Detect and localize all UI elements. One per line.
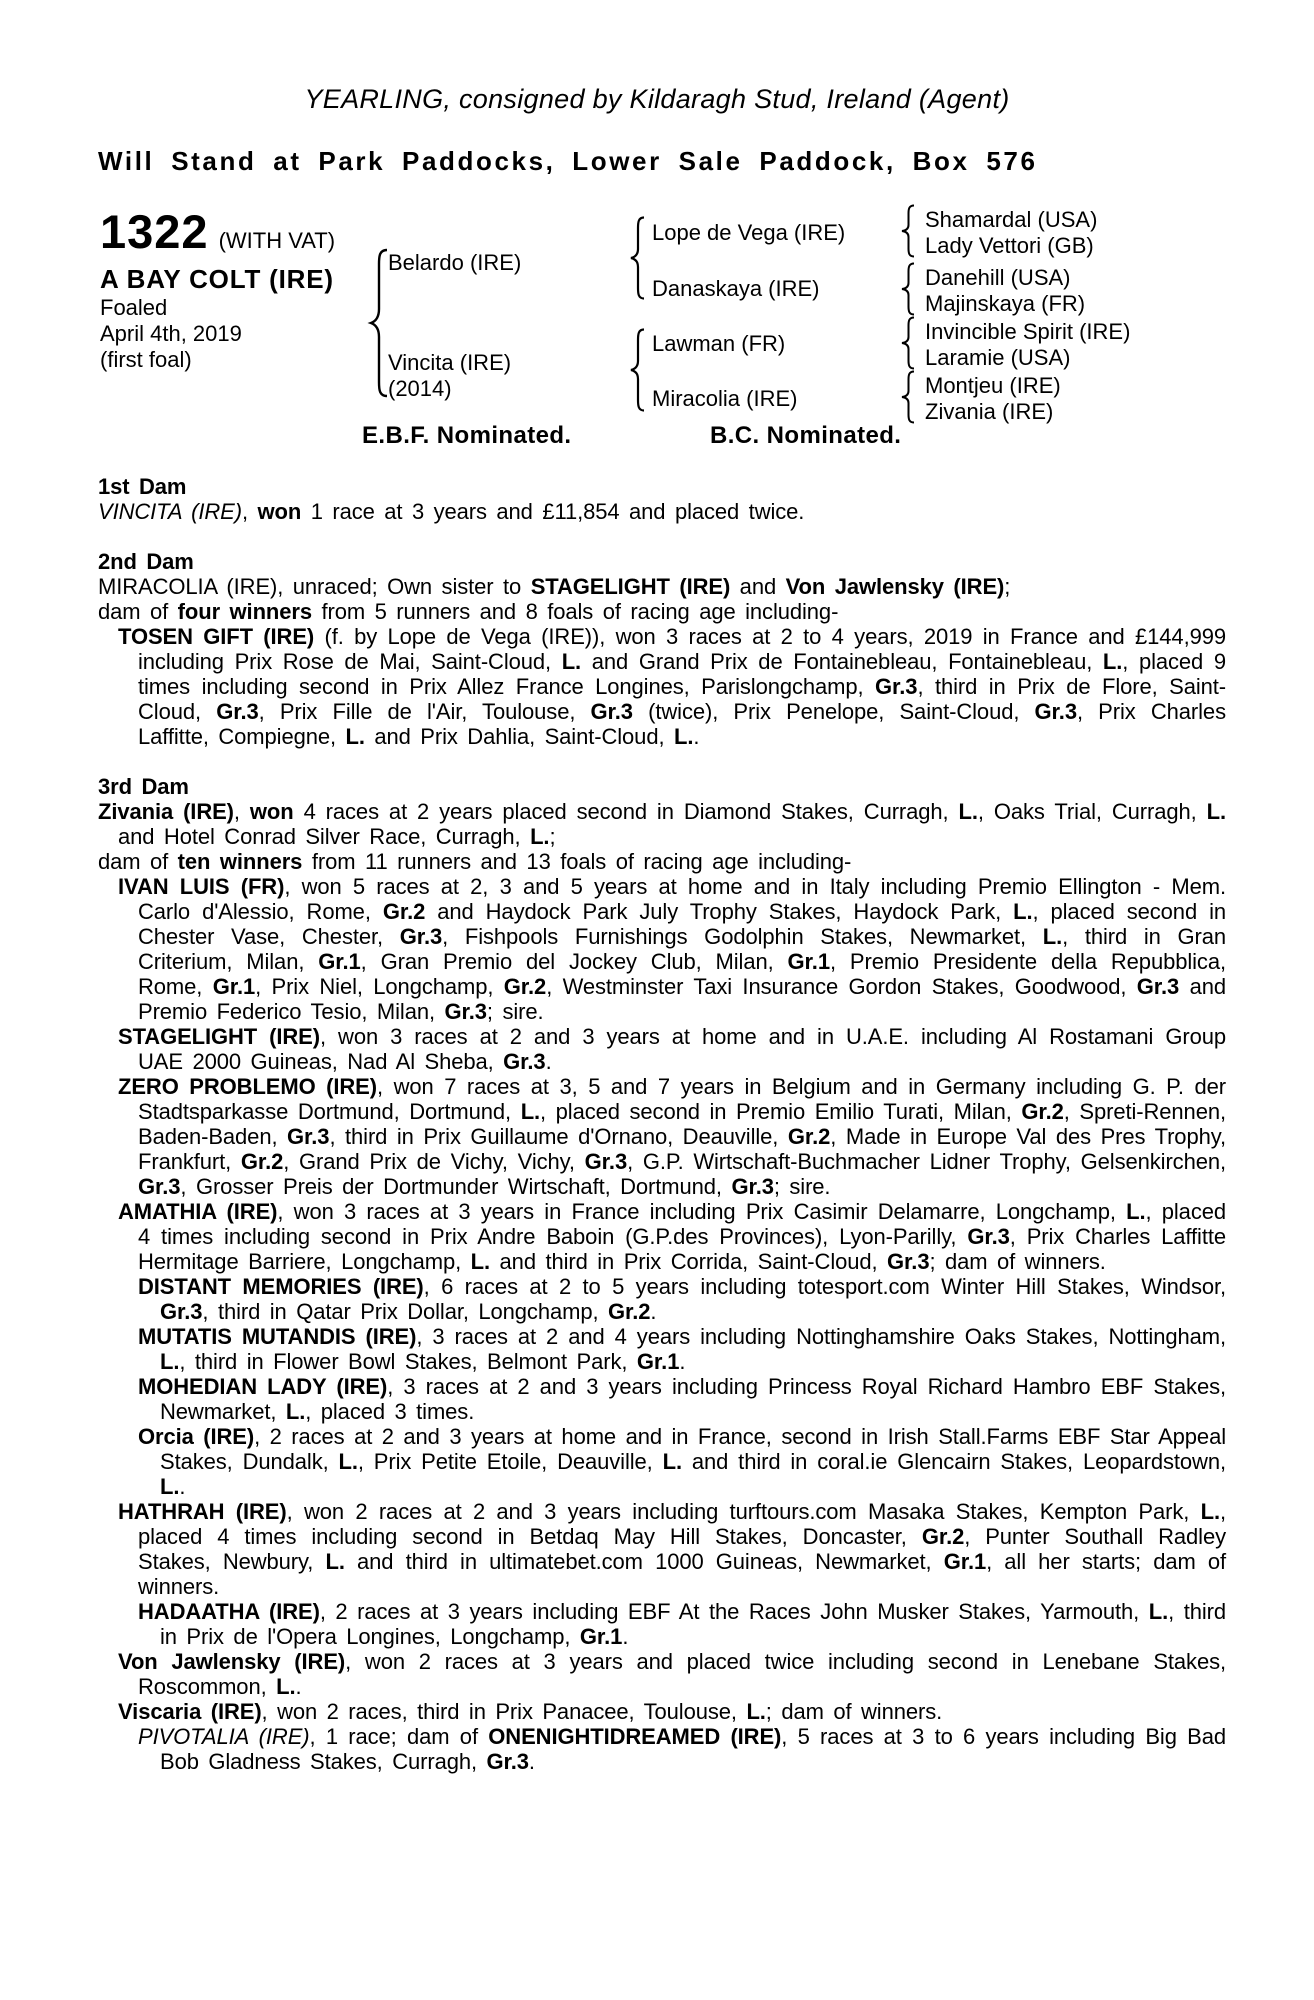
pedigree-brace-gp2 xyxy=(898,262,918,316)
pedigree-paragraph: TOSEN GIFT (IRE) (f. by Lope de Vega (IRE)), won 3 races at 2 to 4 years, 2019 in France and £144,999 including Prix Rose de Mai, Saint-Cloud, L. and Grand Prix de Fontainebleau, Fontainebleau, L., placed 9 times including second in Prix Allez France Longines, Parislongchamp, Gr.3, third in Prix de Flore, Saint-Cloud, Gr.3, Prix Fille de l'Air, Toulouse, Gr.3 (twice), Prix Penelope, Saint-Cloud, Gr.3, Prix Charles Laffitte, Compiegne, L. and Prix Dahlia, Saint-Cloud, L.. xyxy=(118,624,1226,749)
pedigree-paragraph: ZERO PROBLEMO (IRE), won 7 races at 3, 5 and 7 years in Belgium and in Germany including G. P. der Stadtsparkasse Dortmund, Dortmund, L., placed second in Premio Emilio Turati, Milan, Gr.2, Spreti-Rennen, Baden-Baden, Gr.3, third in Prix Guillaume d'Ornano, Deauville, Gr.2, Made in Europe Val des Pres Trophy, Frankfurt, Gr.2, Grand Prix de Vichy, Vichy, Gr.3, G.P. Wirtschaft-Buchmacher Lidner Trophy, Gelsenkirchen, Gr.3, Grosser Preis der Dortmunder Wirtschaft, Dortmund, Gr.3; sire. xyxy=(118,1074,1226,1199)
pedigree-paragraph: MUTATIS MUTANDIS (IRE), 3 races at 2 and 4 years including Nottinghamshire Oaks Stakes, Nottingham, L., third in Flower Bowl Stakes, Belmont Park, Gr.1. xyxy=(138,1324,1226,1374)
sire-name: Belardo (IRE) xyxy=(388,250,522,275)
sire-sire-name: Lope de Vega (IRE) xyxy=(652,220,846,245)
dam-dam-dam-name: Zivania (IRE) xyxy=(925,399,1054,424)
consignor-title: YEARLING, consigned by Kildaragh Stud, Ireland (Agent) xyxy=(304,84,1010,114)
stand-location-line: Will Stand at Park Paddocks, Lower Sale Paddock, Box 576 xyxy=(98,146,1038,176)
pedigree-paragraph: DISTANT MEMORIES (IRE), 6 races at 2 to 5 years including totesport.com Winter Hill Stakes, Windsor, Gr.3, third in Qatar Prix Dollar, Longchamp, Gr.2. xyxy=(138,1274,1226,1324)
vat-note: (WITH VAT) xyxy=(218,228,336,253)
dam-section xyxy=(98,474,1226,524)
sire-dam-sire-name: Danehill (USA) xyxy=(925,265,1071,290)
dam-sire-sire-name: Invincible Spirit (IRE) xyxy=(925,319,1131,344)
foaled-block xyxy=(100,295,242,373)
pedigree-brace-gp3 xyxy=(898,316,918,370)
dam-sections xyxy=(98,474,1226,1774)
pedigree-paragraph: VINCITA (IRE), won 1 race at 3 years and £11,854 and placed twice. xyxy=(98,499,805,524)
lot-number: 1322 xyxy=(100,205,209,258)
dam-heading: 1st Dam xyxy=(98,474,187,499)
pedigree-paragraph: dam of four winners from 5 runners and 8 foals of racing age including- xyxy=(98,599,839,624)
pedigree-brace-gp1 xyxy=(898,204,918,258)
pedigree-paragraph: Viscaria (IRE), won 2 races, third in Prix Panacee, Toulouse, L.; dam of winners. xyxy=(118,1699,943,1724)
pedigree-paragraph: IVAN LUIS (FR), won 5 races at 2, 3 and 5 years at home and in Italy including Premio Ellington - Mem. Carlo d'Alessio, Rome, Gr.2 and Haydock Park July Trophy Stakes, Haydock Park, L., placed second in Chester Vase, Chester, Gr.3, Fishpools Furnishings Godolphin Stakes, Newmarket, L., third in Gran Criterium, Milan, Gr.1, Gran Premio del Jockey Club, Milan, Gr.1, Premio Presidente della Repubblica, Rome, Gr.1, Prix Niel, Longchamp, Gr.2, Westminster Taxi Insurance Gordon Stakes, Goodwood, Gr.3 and Premio Federico Tesio, Milan, Gr.3; sire. xyxy=(118,874,1227,1024)
sire-sire-dam-name: Lady Vettori (GB) xyxy=(925,233,1094,258)
pedigree-paragraph: PIVOTALIA (IRE), 1 race; dam of ONENIGHTIDREAMED (IRE), 5 races at 3 to 6 years including Big Bad Bob Gladness Stakes, Curragh, Gr.3. xyxy=(138,1724,1226,1774)
lot-row xyxy=(100,205,336,258)
dam-name: Vincita (IRE) xyxy=(388,350,512,375)
foaled-date: April 4th, 2019 xyxy=(100,321,242,346)
dam-section xyxy=(98,549,1226,749)
foaled-label: Foaled xyxy=(100,295,168,320)
dam-section xyxy=(98,774,1226,1774)
ebf-nominated-note: E.B.F. Nominated. xyxy=(362,422,572,449)
lot-description: A BAY COLT (IRE) xyxy=(100,264,334,294)
pedigree-brace-sire xyxy=(627,216,649,300)
dam-heading: 3rd Dam xyxy=(98,774,189,799)
pedigree-paragraph: AMATHIA (IRE), won 3 races at 3 years in France including Prix Casimir Delamarre, Longchamp, L., placed 4 times including second in Prix Andre Baboin (G.P.des Provinces), Lyon-Parilly, Gr.3, Prix Charles Laffitte Hermitage Barriere, Longchamp, L. and third in Prix Corrida, Saint-Cloud, Gr.3; dam of winners. xyxy=(118,1199,1226,1274)
pedigree-paragraph: STAGELIGHT (IRE), won 3 races at 2 and 3 years at home and in U.A.E. including Al Rostamani Group UAE 2000 Guineas, Nad Al Sheba, Gr.3. xyxy=(118,1024,1227,1074)
pedigree-brace-main xyxy=(366,248,390,398)
dam-sire-dam-name: Laramie (USA) xyxy=(925,345,1071,370)
pedigree-paragraph: HADAATHA (IRE), 2 races at 3 years including EBF At the Races John Musker Stakes, Yarmouth, L., third in Prix de l'Opera Longines, Longchamp, Gr.1. xyxy=(138,1599,1226,1649)
dam-year: (2014) xyxy=(388,376,452,401)
dam-heading: 2nd Dam xyxy=(98,549,194,574)
pedigree-paragraph: Zivania (IRE), won 4 races at 2 years placed second in Diamond Stakes, Curragh, L., Oaks Trial, Curragh, L. and Hotel Conrad Silver Race, Curragh, L.; xyxy=(98,799,1226,849)
pedigree-paragraph: HATHRAH (IRE), won 2 races at 2 and 3 years including turftours.com Masaka Stakes, Kempton Park, L., placed 4 times including second in Betdaq May Hill Stakes, Doncaster, Gr.2, Punter Southall Radley Stakes, Newbury, L. and third in ultimatebet.com 1000 Guineas, Newmarket, Gr.1, all her starts; dam of winners. xyxy=(118,1499,1226,1599)
pedigree-paragraph: MIRACOLIA (IRE), unraced; Own sister to STAGELIGHT (IRE) and Von Jawlensky (IRE); xyxy=(98,574,1011,599)
bc-nominated-note: B.C. Nominated. xyxy=(710,422,902,449)
sire-dam-name: Danaskaya (IRE) xyxy=(652,276,820,301)
pedigree-paragraph: dam of ten winners from 11 runners and 13 foals of racing age including- xyxy=(98,849,852,874)
pedigree-brace-gp4 xyxy=(898,370,918,424)
pedigree-brace-dam xyxy=(627,328,649,412)
pedigree-paragraph: Von Jawlensky (IRE), won 2 races at 3 years and placed twice including second in Lenebane Stakes, Roscommon, L.. xyxy=(118,1649,1226,1699)
dam-sire-name: Lawman (FR) xyxy=(652,331,786,356)
dam-dam-sire-name: Montjeu (IRE) xyxy=(925,373,1061,398)
foal-note: (first foal) xyxy=(100,347,192,372)
sire-sire-sire-name: Shamardal (USA) xyxy=(925,207,1098,232)
dam-dam-name: Miracolia (IRE) xyxy=(652,386,798,411)
sire-dam-dam-name: Majinskaya (FR) xyxy=(925,291,1086,316)
pedigree-paragraph: Orcia (IRE), 2 races at 2 and 3 years at home and in France, second in Irish Stall.Farms EBF Star Appeal Stakes, Dundalk, L., Prix Petite Etoile, Deauville, L. and third in coral.ie Glencairn Stakes, Leopardstown, L.. xyxy=(138,1424,1226,1499)
pedigree-paragraph: MOHEDIAN LADY (IRE), 3 races at 2 and 3 years including Princess Royal Richard Hambro EBF Stakes, Newmarket, L., placed 3 times. xyxy=(138,1374,1226,1424)
